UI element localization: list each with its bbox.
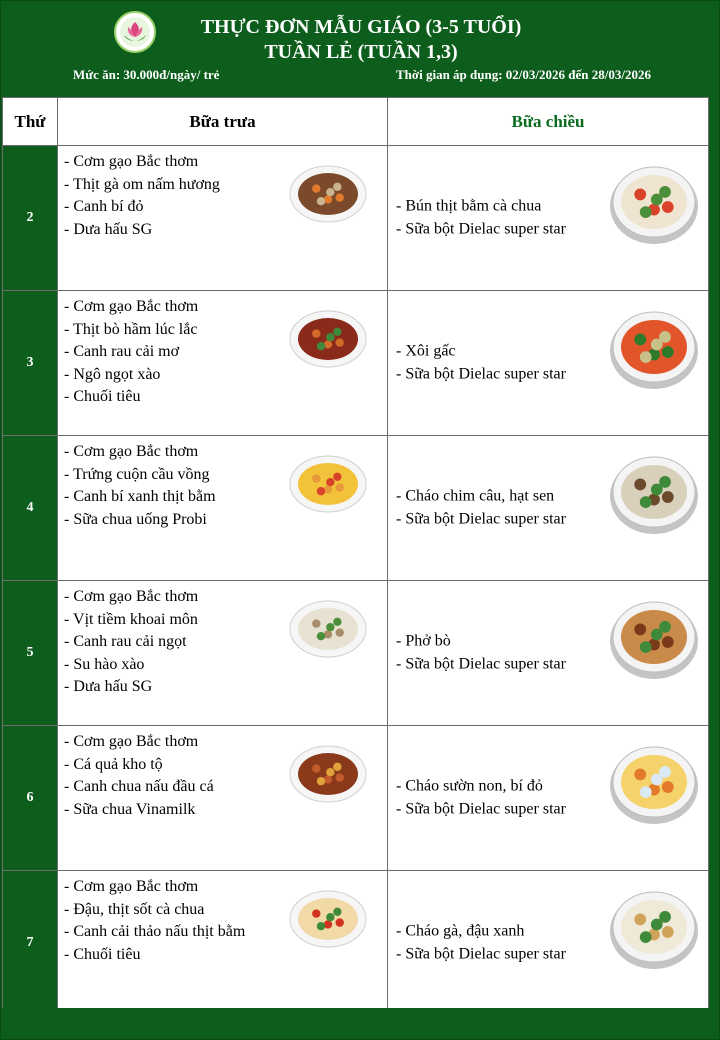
menu-item: - Sữa chua uống Probi <box>64 510 207 528</box>
menu-subtitle: TUẦN LẺ (TUẦN 1,3) <box>264 41 458 63</box>
egg-roll-icon <box>289 454 367 514</box>
menu-item: - Sữa bột Dielac super star <box>396 365 566 382</box>
menu-item: - Canh bí xanh thịt bằm <box>64 488 216 505</box>
menu-item: - Chuối tiêu <box>64 945 141 963</box>
menu-item: - Canh cải thảo nấu thịt bằm <box>64 923 246 940</box>
duck-taro-icon <box>289 599 367 659</box>
menu-item: - Thịt gà om nấm hương <box>64 175 220 193</box>
chicken-porridge-icon <box>608 885 700 969</box>
day-cell: 4 <box>3 436 58 581</box>
menu-item: - Thịt bò hầm lúc lắc <box>64 320 198 338</box>
menu-item: - Sữa bột Dielac super star <box>396 945 566 962</box>
menu-item: - Xôi gấc <box>396 342 456 360</box>
lunch-cell <box>58 726 388 871</box>
table-row <box>3 726 709 871</box>
lunch-items <box>64 876 245 966</box>
menu-item: - Cháo chim câu, hạt sen <box>396 487 555 505</box>
beef-pho-icon <box>608 595 700 679</box>
lunch-items <box>64 151 220 241</box>
lunch-cell <box>58 436 388 581</box>
menu-item: - Vịt tiềm khoai môn <box>64 610 198 628</box>
apply-period: Thời gian áp dụng: 02/03/2026 đến 28/03/2026 <box>396 67 651 82</box>
chicken-mushroom-dish-icon <box>289 164 367 224</box>
menu-item: - Cá quả kho tộ <box>64 755 163 773</box>
braised-fish-icon <box>289 744 367 804</box>
column-header-lunch: Bữa trưa <box>58 98 388 146</box>
afternoon-items <box>396 486 566 531</box>
lunch-items <box>64 441 216 531</box>
menu-item: - Sữa bột Dielac super star <box>396 220 566 237</box>
table-row <box>3 871 709 1016</box>
menu-item: - Cơm gạo Bắc thơm <box>64 443 199 460</box>
menu-item: - Dưa hấu SG <box>64 220 153 238</box>
menu-item: - Su hào xào <box>64 655 145 673</box>
menu-item: - Bún thịt bằm cà chua <box>396 197 542 215</box>
menu-title: THỰC ĐƠN MẪU GIÁO (3-5 TUỔI) <box>200 16 522 38</box>
afternoon-cell <box>388 146 709 291</box>
footer-band <box>2 1008 719 1039</box>
afternoon-items <box>396 776 566 821</box>
lunch-cell <box>58 581 388 726</box>
menu-item: - Cơm gạo Bắc thơm <box>64 153 199 170</box>
day-cell: 6 <box>3 726 58 871</box>
afternoon-cell <box>388 871 709 1016</box>
lunch-cell <box>58 871 388 1016</box>
noodle-bowl-icon <box>608 160 700 244</box>
lunch-items <box>64 586 198 699</box>
afternoon-cell <box>388 581 709 726</box>
menu-item: - Cơm gạo Bắc thơm <box>64 878 199 895</box>
table-row <box>3 436 709 581</box>
menu-item: - Sữa bột Dielac super star <box>396 510 566 527</box>
menu-item: - Sữa chua Vinamilk <box>64 800 196 818</box>
day-cell: 7 <box>3 871 58 1016</box>
red-sticky-rice-icon <box>608 305 700 389</box>
lunch-cell <box>58 291 388 436</box>
menu-item: - Cháo gà, đậu xanh <box>396 922 525 940</box>
afternoon-items <box>396 631 566 676</box>
table-row <box>3 291 709 436</box>
menu-item: - Cơm gạo Bắc thơm <box>64 733 199 750</box>
menu-item: - Đậu, thịt sốt cà chua <box>64 900 205 918</box>
meal-rate: Mức ăn: 30.000đ/ngày/ trẻ <box>73 67 220 82</box>
tofu-tomato-icon <box>289 889 367 949</box>
menu-item: - Phở bò <box>396 632 451 650</box>
column-header-day: Thứ <box>3 98 58 146</box>
menu-item: - Sữa bột Dielac super star <box>396 800 566 817</box>
afternoon-items <box>396 921 566 966</box>
lunch-items <box>64 731 214 821</box>
day-cell: 2 <box>3 146 58 291</box>
beef-stew-icon <box>289 309 367 369</box>
day-cell: 3 <box>3 291 58 436</box>
lunch-cell <box>58 146 388 291</box>
table-row <box>3 581 709 726</box>
table-header-row <box>3 98 709 146</box>
menu-item: - Canh rau cải ngọt <box>64 633 187 650</box>
afternoon-cell <box>388 436 709 581</box>
column-header-afternoon: Bữa chiều <box>388 98 709 146</box>
pumpkin-porridge-icon <box>608 740 700 824</box>
menu-item: - Chuối tiêu <box>64 388 141 405</box>
menu-item: - Sữa bột Dielac super star <box>396 655 566 672</box>
afternoon-items <box>396 341 566 386</box>
afternoon-cell <box>388 291 709 436</box>
menu-item: - Trứng cuộn cầu vồng <box>64 465 210 483</box>
menu-item: - Dưa hấu SG <box>64 678 153 695</box>
afternoon-items <box>396 196 566 241</box>
menu-item: - Canh bí đỏ <box>64 198 144 215</box>
menu-table <box>2 97 709 1016</box>
menu-item: - Canh rau cải mơ <box>64 343 180 360</box>
afternoon-cell <box>388 726 709 871</box>
menu-item: - Ngô ngọt xào <box>64 365 161 383</box>
menu-item: - Cơm gạo Bắc thơm <box>64 588 199 605</box>
lunch-items <box>64 296 198 409</box>
day-cell: 5 <box>3 581 58 726</box>
pigeon-porridge-icon <box>608 450 700 534</box>
school-logo-icon <box>114 11 156 53</box>
menu-item: - Cơm gạo Bắc thơm <box>64 298 199 315</box>
menu-item: - Canh chua nấu đầu cá <box>64 778 214 795</box>
table-row <box>3 146 709 291</box>
menu-item: - Cháo sườn non, bí đỏ <box>396 777 543 795</box>
